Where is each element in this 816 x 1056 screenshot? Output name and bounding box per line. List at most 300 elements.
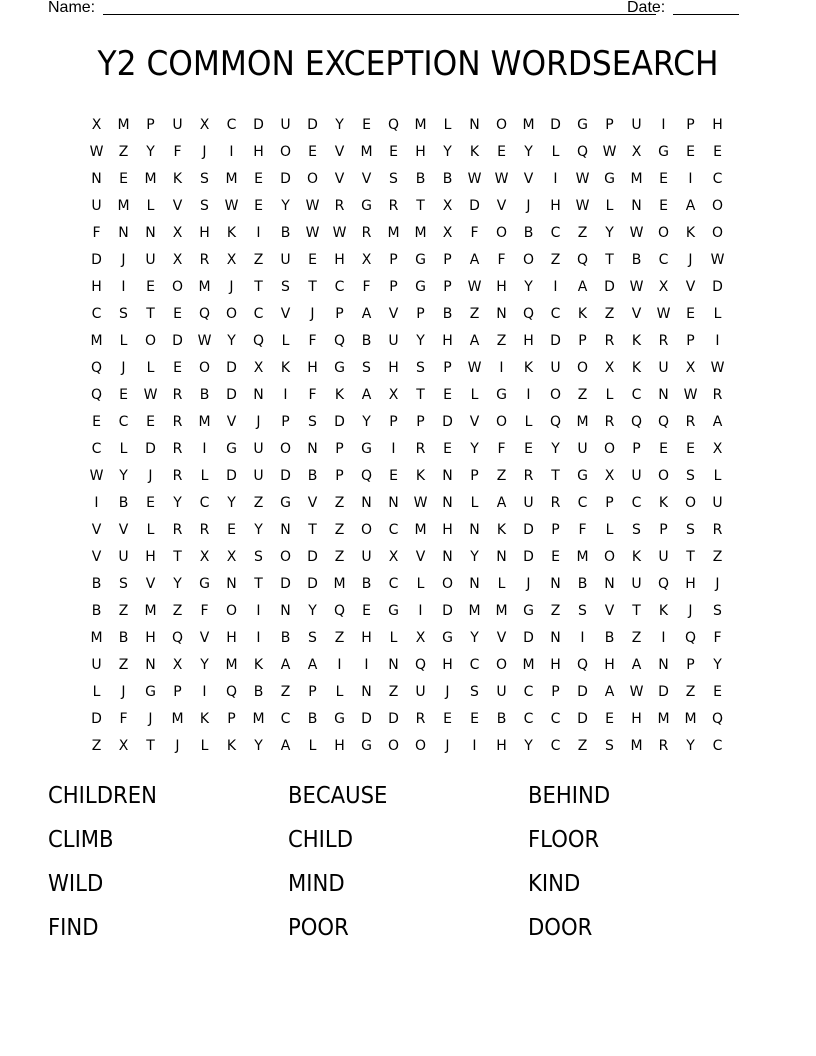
- grid-letter[interactable]: C: [388, 522, 399, 538]
- grid-letter[interactable]: Z: [253, 495, 264, 511]
- grid-letter[interactable]: D: [361, 711, 372, 727]
- grid-letter[interactable]: X: [253, 360, 264, 376]
- grid-letter[interactable]: L: [605, 387, 614, 403]
- grid-letter[interactable]: V: [415, 549, 426, 565]
- grid-letter[interactable]: Q: [576, 657, 589, 673]
- grid-letter[interactable]: Z: [280, 684, 291, 700]
- grid-letter[interactable]: J: [445, 738, 450, 754]
- grid-letter[interactable]: M: [468, 603, 481, 619]
- grid-letter[interactable]: U: [658, 549, 669, 565]
- grid-letter[interactable]: R: [172, 441, 183, 457]
- grid-letter[interactable]: K: [199, 711, 210, 727]
- grid-letter[interactable]: E: [389, 144, 398, 160]
- grid-letter[interactable]: J: [121, 252, 126, 268]
- grid-letter[interactable]: O: [279, 144, 292, 160]
- grid-letter[interactable]: Q: [171, 630, 184, 646]
- grid-letter[interactable]: H: [442, 333, 453, 349]
- grid-letter[interactable]: V: [280, 306, 291, 322]
- grid-letter[interactable]: U: [631, 468, 642, 484]
- grid-letter[interactable]: E: [254, 171, 263, 187]
- grid-letter[interactable]: O: [684, 495, 697, 511]
- grid-letter[interactable]: O: [144, 333, 157, 349]
- grid-letter[interactable]: O: [576, 360, 589, 376]
- grid-letter[interactable]: T: [416, 198, 425, 214]
- grid-letter[interactable]: E: [146, 414, 155, 430]
- grid-letter[interactable]: U: [361, 549, 372, 565]
- grid-letter[interactable]: O: [198, 360, 211, 376]
- grid-letter[interactable]: G: [658, 144, 669, 160]
- grid-letter[interactable]: X: [118, 738, 129, 754]
- grid-letter[interactable]: U: [712, 495, 723, 511]
- grid-letter[interactable]: D: [388, 711, 399, 727]
- grid-letter[interactable]: I: [256, 603, 261, 619]
- grid-letter[interactable]: U: [577, 441, 588, 457]
- grid-letter[interactable]: H: [496, 738, 507, 754]
- grid-letter[interactable]: E: [308, 144, 317, 160]
- grid-letter[interactable]: N: [658, 657, 669, 673]
- grid-letter[interactable]: E: [119, 171, 128, 187]
- grid-letter[interactable]: Q: [657, 414, 670, 430]
- grid-letter[interactable]: A: [604, 684, 615, 700]
- grid-letter[interactable]: W: [710, 252, 725, 268]
- grid-letter[interactable]: D: [523, 549, 534, 565]
- grid-letter[interactable]: Z: [334, 522, 345, 538]
- grid-letter[interactable]: E: [92, 414, 101, 430]
- grid-letter[interactable]: I: [526, 387, 531, 403]
- grid-letter[interactable]: R: [199, 252, 210, 268]
- grid-letter[interactable]: Z: [334, 630, 345, 646]
- grid-letter[interactable]: L: [335, 684, 344, 700]
- grid-letter[interactable]: W: [629, 225, 644, 241]
- grid-letter[interactable]: R: [415, 711, 426, 727]
- grid-letter[interactable]: D: [442, 603, 453, 619]
- grid-letter[interactable]: F: [578, 522, 587, 538]
- grid-letter[interactable]: W: [305, 225, 320, 241]
- grid-letter[interactable]: U: [280, 252, 291, 268]
- grid-letter[interactable]: H: [550, 198, 561, 214]
- grid-letter[interactable]: G: [361, 198, 372, 214]
- grid-letter[interactable]: G: [577, 468, 588, 484]
- grid-letter[interactable]: X: [604, 468, 615, 484]
- grid-letter[interactable]: H: [604, 657, 615, 673]
- grid-letter[interactable]: Y: [308, 603, 317, 619]
- grid-letter[interactable]: V: [631, 306, 642, 322]
- grid-letter[interactable]: Z: [712, 549, 723, 565]
- grid-letter[interactable]: I: [553, 279, 558, 295]
- grid-letter[interactable]: A: [577, 279, 588, 295]
- grid-letter[interactable]: L: [200, 468, 209, 484]
- grid-letter[interactable]: K: [658, 495, 669, 511]
- grid-letter[interactable]: E: [119, 387, 128, 403]
- grid-letter[interactable]: P: [551, 522, 560, 538]
- grid-letter[interactable]: B: [604, 630, 615, 646]
- grid-letter[interactable]: P: [578, 333, 587, 349]
- grid-letter[interactable]: R: [604, 333, 615, 349]
- grid-letter[interactable]: P: [659, 522, 668, 538]
- grid-letter[interactable]: B: [415, 171, 426, 187]
- grid-letter[interactable]: A: [280, 738, 291, 754]
- grid-letter[interactable]: Q: [414, 657, 427, 673]
- grid-letter[interactable]: E: [173, 306, 182, 322]
- grid-letter[interactable]: H: [334, 252, 345, 268]
- grid-letter[interactable]: J: [121, 684, 126, 700]
- grid-letter[interactable]: S: [470, 684, 479, 700]
- grid-letter[interactable]: D: [712, 279, 723, 295]
- grid-letter[interactable]: G: [604, 171, 615, 187]
- grid-letter[interactable]: E: [227, 522, 236, 538]
- grid-letter[interactable]: N: [280, 522, 291, 538]
- grid-letter[interactable]: Q: [360, 468, 373, 484]
- grid-letter[interactable]: Z: [334, 549, 345, 565]
- grid-letter[interactable]: Y: [686, 738, 695, 754]
- grid-letter[interactable]: O: [549, 387, 562, 403]
- grid-letter[interactable]: B: [577, 576, 588, 592]
- grid-letter[interactable]: R: [415, 441, 426, 457]
- grid-letter[interactable]: B: [307, 711, 318, 727]
- grid-letter[interactable]: G: [442, 630, 453, 646]
- grid-letter[interactable]: M: [225, 657, 238, 673]
- grid-letter[interactable]: T: [416, 387, 425, 403]
- grid-letter[interactable]: I: [661, 117, 666, 133]
- grid-letter[interactable]: L: [308, 738, 317, 754]
- grid-letter[interactable]: L: [524, 414, 533, 430]
- grid-letter[interactable]: Y: [524, 738, 533, 754]
- grid-letter[interactable]: E: [362, 117, 371, 133]
- grid-letter[interactable]: T: [686, 549, 695, 565]
- grid-letter[interactable]: T: [308, 522, 317, 538]
- grid-letter[interactable]: S: [632, 522, 641, 538]
- grid-letter[interactable]: Q: [576, 144, 589, 160]
- date-blank-line[interactable]: [673, 14, 739, 15]
- grid-letter[interactable]: Z: [604, 306, 615, 322]
- grid-letter[interactable]: Z: [577, 738, 588, 754]
- grid-letter[interactable]: V: [145, 576, 156, 592]
- grid-letter[interactable]: M: [144, 171, 157, 187]
- grid-letter[interactable]: A: [361, 387, 372, 403]
- grid-letter[interactable]: E: [173, 360, 182, 376]
- grid-letter[interactable]: P: [632, 441, 641, 457]
- grid-letter[interactable]: U: [523, 495, 534, 511]
- grid-letter[interactable]: H: [496, 279, 507, 295]
- grid-letter[interactable]: D: [550, 333, 561, 349]
- grid-letter[interactable]: U: [91, 657, 102, 673]
- grid-letter[interactable]: H: [523, 333, 534, 349]
- grid-letter[interactable]: M: [90, 333, 103, 349]
- grid-letter[interactable]: D: [550, 117, 561, 133]
- grid-letter[interactable]: H: [226, 630, 237, 646]
- grid-letter[interactable]: E: [713, 144, 722, 160]
- grid-letter[interactable]: N: [388, 495, 399, 511]
- grid-letter[interactable]: Z: [550, 603, 561, 619]
- grid-letter[interactable]: B: [118, 630, 129, 646]
- grid-letter[interactable]: Y: [524, 279, 533, 295]
- grid-letter[interactable]: B: [91, 603, 102, 619]
- grid-letter[interactable]: X: [604, 360, 615, 376]
- grid-letter[interactable]: M: [90, 630, 103, 646]
- grid-letter[interactable]: V: [469, 414, 480, 430]
- grid-letter[interactable]: M: [333, 576, 346, 592]
- grid-letter[interactable]: C: [280, 711, 291, 727]
- grid-letter[interactable]: O: [360, 522, 373, 538]
- grid-letter[interactable]: J: [175, 738, 180, 754]
- grid-letter[interactable]: N: [361, 684, 372, 700]
- grid-letter[interactable]: F: [308, 333, 317, 349]
- grid-letter[interactable]: M: [495, 603, 508, 619]
- grid-letter[interactable]: M: [144, 603, 157, 619]
- grid-letter[interactable]: H: [145, 630, 156, 646]
- grid-letter[interactable]: Z: [118, 144, 129, 160]
- grid-letter[interactable]: D: [280, 468, 291, 484]
- grid-letter[interactable]: I: [283, 387, 288, 403]
- grid-letter[interactable]: D: [442, 414, 453, 430]
- grid-letter[interactable]: O: [522, 252, 535, 268]
- grid-letter[interactable]: P: [227, 711, 236, 727]
- grid-letter[interactable]: O: [603, 441, 616, 457]
- grid-letter[interactable]: G: [577, 117, 588, 133]
- grid-letter[interactable]: Z: [496, 468, 507, 484]
- grid-letter[interactable]: A: [496, 495, 507, 511]
- grid-letter[interactable]: Z: [631, 630, 642, 646]
- grid-letter[interactable]: U: [91, 198, 102, 214]
- grid-letter[interactable]: U: [415, 684, 426, 700]
- grid-letter[interactable]: A: [712, 414, 723, 430]
- grid-letter[interactable]: U: [280, 117, 291, 133]
- grid-letter[interactable]: V: [199, 630, 210, 646]
- grid-letter[interactable]: A: [631, 657, 642, 673]
- grid-letter[interactable]: Y: [362, 414, 371, 430]
- grid-letter[interactable]: F: [92, 225, 101, 241]
- grid-letter[interactable]: W: [143, 387, 158, 403]
- grid-letter[interactable]: Y: [200, 657, 209, 673]
- grid-letter[interactable]: E: [686, 441, 695, 457]
- grid-letter[interactable]: Y: [524, 144, 533, 160]
- grid-letter[interactable]: H: [442, 522, 453, 538]
- grid-letter[interactable]: P: [443, 279, 452, 295]
- grid-letter[interactable]: S: [281, 279, 290, 295]
- grid-letter[interactable]: A: [307, 657, 318, 673]
- grid-letter[interactable]: S: [200, 171, 209, 187]
- grid-letter[interactable]: Y: [254, 738, 263, 754]
- grid-letter[interactable]: S: [254, 549, 263, 565]
- grid-letter[interactable]: M: [198, 279, 211, 295]
- grid-letter[interactable]: V: [91, 549, 102, 565]
- grid-letter[interactable]: D: [658, 684, 669, 700]
- grid-letter[interactable]: K: [631, 333, 642, 349]
- grid-letter[interactable]: P: [443, 252, 452, 268]
- grid-letter[interactable]: Z: [253, 252, 264, 268]
- grid-letter[interactable]: R: [388, 198, 399, 214]
- grid-letter[interactable]: J: [688, 603, 693, 619]
- grid-letter[interactable]: L: [605, 522, 614, 538]
- grid-letter[interactable]: L: [416, 576, 425, 592]
- grid-letter[interactable]: L: [713, 306, 722, 322]
- grid-letter[interactable]: I: [229, 144, 234, 160]
- grid-letter[interactable]: U: [631, 576, 642, 592]
- grid-letter[interactable]: N: [226, 576, 237, 592]
- grid-letter[interactable]: X: [226, 549, 237, 565]
- grid-letter[interactable]: O: [279, 441, 292, 457]
- grid-letter[interactable]: Z: [388, 684, 399, 700]
- grid-letter[interactable]: U: [253, 441, 264, 457]
- grid-letter[interactable]: J: [256, 414, 261, 430]
- grid-letter[interactable]: O: [495, 225, 508, 241]
- grid-letter[interactable]: C: [550, 711, 561, 727]
- grid-letter[interactable]: K: [172, 171, 183, 187]
- grid-letter[interactable]: P: [686, 657, 695, 673]
- grid-letter[interactable]: L: [497, 576, 506, 592]
- grid-letter[interactable]: P: [605, 117, 614, 133]
- grid-letter[interactable]: U: [253, 468, 264, 484]
- grid-letter[interactable]: O: [495, 414, 508, 430]
- grid-letter[interactable]: B: [442, 171, 453, 187]
- grid-letter[interactable]: Z: [118, 603, 129, 619]
- grid-letter[interactable]: N: [253, 387, 264, 403]
- grid-letter[interactable]: B: [361, 576, 372, 592]
- grid-letter[interactable]: A: [469, 252, 480, 268]
- grid-letter[interactable]: I: [391, 441, 396, 457]
- grid-letter[interactable]: C: [712, 171, 723, 187]
- grid-letter[interactable]: U: [145, 252, 156, 268]
- grid-letter[interactable]: C: [577, 495, 588, 511]
- grid-letter[interactable]: H: [91, 279, 102, 295]
- grid-letter[interactable]: M: [171, 711, 184, 727]
- grid-letter[interactable]: G: [496, 387, 507, 403]
- grid-letter[interactable]: B: [361, 333, 372, 349]
- grid-letter[interactable]: N: [631, 198, 642, 214]
- grid-letter[interactable]: V: [307, 495, 318, 511]
- grid-letter[interactable]: I: [472, 738, 477, 754]
- grid-letter[interactable]: A: [361, 306, 372, 322]
- grid-letter[interactable]: D: [145, 441, 156, 457]
- grid-letter[interactable]: R: [658, 333, 669, 349]
- grid-letter[interactable]: S: [686, 468, 695, 484]
- grid-letter[interactable]: A: [685, 198, 696, 214]
- grid-letter[interactable]: C: [631, 495, 642, 511]
- grid-letter[interactable]: I: [553, 171, 558, 187]
- grid-letter[interactable]: P: [308, 684, 317, 700]
- grid-letter[interactable]: R: [685, 414, 696, 430]
- grid-letter[interactable]: V: [523, 171, 534, 187]
- grid-letter[interactable]: Q: [576, 252, 589, 268]
- grid-letter[interactable]: E: [443, 387, 452, 403]
- grid-letter[interactable]: E: [389, 468, 398, 484]
- grid-letter[interactable]: N: [442, 468, 453, 484]
- grid-letter[interactable]: C: [631, 387, 642, 403]
- grid-letter[interactable]: O: [414, 738, 427, 754]
- grid-letter[interactable]: I: [337, 657, 342, 673]
- grid-letter[interactable]: Y: [551, 441, 560, 457]
- grid-letter[interactable]: Q: [387, 117, 400, 133]
- grid-letter[interactable]: N: [469, 522, 480, 538]
- grid-letter[interactable]: N: [307, 441, 318, 457]
- grid-letter[interactable]: G: [226, 441, 237, 457]
- grid-letter[interactable]: D: [307, 117, 318, 133]
- grid-letter[interactable]: E: [308, 252, 317, 268]
- grid-letter[interactable]: Q: [333, 603, 346, 619]
- grid-letter[interactable]: Y: [605, 225, 614, 241]
- grid-letter[interactable]: L: [200, 738, 209, 754]
- grid-letter[interactable]: D: [253, 117, 264, 133]
- grid-letter[interactable]: P: [605, 495, 614, 511]
- grid-letter[interactable]: D: [604, 279, 615, 295]
- grid-letter[interactable]: U: [496, 684, 507, 700]
- grid-letter[interactable]: G: [388, 603, 399, 619]
- grid-letter[interactable]: M: [414, 225, 427, 241]
- grid-letter[interactable]: T: [146, 306, 155, 322]
- grid-letter[interactable]: W: [629, 684, 644, 700]
- name-blank-line[interactable]: [103, 14, 656, 15]
- grid-letter[interactable]: K: [631, 360, 642, 376]
- grid-letter[interactable]: W: [575, 198, 590, 214]
- grid-letter[interactable]: J: [526, 576, 531, 592]
- grid-letter[interactable]: K: [658, 603, 669, 619]
- grid-letter[interactable]: Z: [685, 684, 696, 700]
- grid-letter[interactable]: G: [145, 684, 156, 700]
- grid-letter[interactable]: L: [119, 441, 128, 457]
- grid-letter[interactable]: E: [686, 306, 695, 322]
- grid-letter[interactable]: W: [710, 360, 725, 376]
- grid-letter[interactable]: P: [281, 414, 290, 430]
- grid-letter[interactable]: V: [172, 198, 183, 214]
- grid-letter[interactable]: E: [470, 711, 479, 727]
- grid-letter[interactable]: E: [443, 711, 452, 727]
- grid-letter[interactable]: Q: [252, 333, 265, 349]
- grid-letter[interactable]: W: [89, 468, 104, 484]
- grid-letter[interactable]: G: [361, 738, 372, 754]
- grid-letter[interactable]: W: [656, 306, 671, 322]
- grid-letter[interactable]: L: [146, 360, 155, 376]
- grid-letter[interactable]: F: [362, 279, 371, 295]
- grid-letter[interactable]: O: [306, 171, 319, 187]
- grid-letter[interactable]: I: [256, 225, 261, 241]
- grid-letter[interactable]: B: [253, 684, 264, 700]
- grid-letter[interactable]: M: [684, 711, 697, 727]
- grid-letter[interactable]: L: [281, 333, 290, 349]
- grid-letter[interactable]: N: [145, 225, 156, 241]
- grid-letter[interactable]: P: [389, 279, 398, 295]
- grid-letter[interactable]: O: [225, 306, 238, 322]
- grid-letter[interactable]: S: [686, 522, 695, 538]
- grid-letter[interactable]: H: [712, 117, 723, 133]
- grid-letter[interactable]: B: [442, 306, 453, 322]
- grid-letter[interactable]: W: [467, 171, 482, 187]
- grid-letter[interactable]: W: [224, 198, 239, 214]
- grid-letter[interactable]: F: [497, 252, 506, 268]
- grid-letter[interactable]: M: [630, 738, 643, 754]
- grid-letter[interactable]: D: [91, 252, 102, 268]
- grid-letter[interactable]: U: [388, 333, 399, 349]
- grid-letter[interactable]: U: [550, 360, 561, 376]
- grid-letter[interactable]: L: [146, 522, 155, 538]
- grid-letter[interactable]: V: [334, 171, 345, 187]
- grid-letter[interactable]: X: [226, 252, 237, 268]
- grid-letter[interactable]: S: [119, 306, 128, 322]
- grid-letter[interactable]: S: [362, 360, 371, 376]
- grid-letter[interactable]: M: [198, 414, 211, 430]
- grid-letter[interactable]: W: [602, 144, 617, 160]
- grid-letter[interactable]: H: [550, 657, 561, 673]
- grid-letter[interactable]: S: [416, 360, 425, 376]
- grid-letter[interactable]: Z: [550, 252, 561, 268]
- grid-letter[interactable]: W: [683, 387, 698, 403]
- grid-letter[interactable]: C: [91, 306, 102, 322]
- grid-letter[interactable]: S: [308, 414, 317, 430]
- grid-letter[interactable]: C: [469, 657, 480, 673]
- grid-letter[interactable]: T: [551, 468, 560, 484]
- grid-letter[interactable]: D: [172, 333, 183, 349]
- grid-letter[interactable]: T: [254, 279, 263, 295]
- grid-letter[interactable]: B: [199, 387, 210, 403]
